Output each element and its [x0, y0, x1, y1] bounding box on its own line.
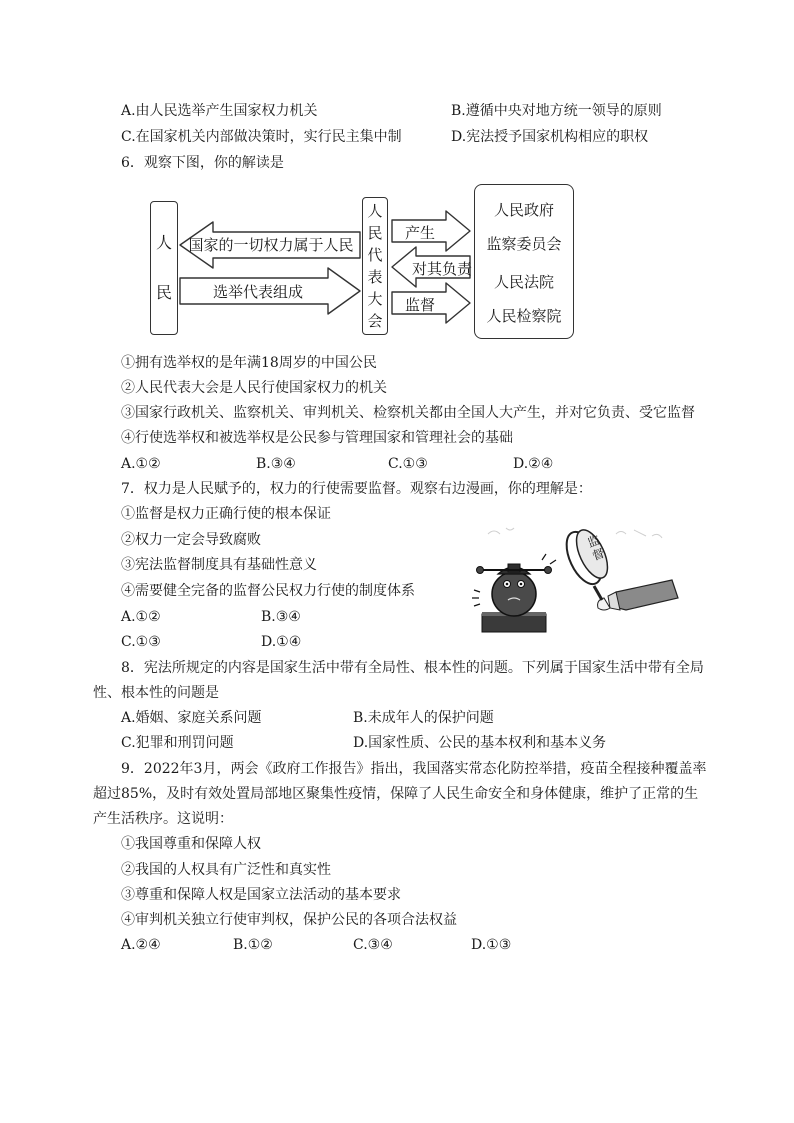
q5-option-c: C.在国家机关内部做决策时，实行民主集中制	[121, 129, 402, 145]
q7-item-3: ③宪法监督制度具有基础性意义	[121, 557, 317, 573]
q9-option-a: A.②④	[121, 937, 161, 953]
q6-item-3: ③国家行政机关、监察机关、审判机关、检察机关都由全国人大产生，并对它负责、受它监督	[121, 405, 695, 421]
q6-item-4: ④行使选举权和被选举权是公民参与管理国家和管理社会的基础	[121, 430, 513, 446]
supervision-cartoon	[466, 520, 682, 636]
q9-item-1: ①我国尊重和保障人权	[121, 836, 261, 852]
q6-item-2: ②人民代表大会是人民行使国家权力的机关	[121, 380, 387, 396]
people-char: 民	[155, 283, 172, 302]
arrow-label-responsible: 对其负责	[412, 260, 473, 278]
congress-char: 代	[367, 246, 383, 264]
q5-option-b: B.遵循中央对地方统一领导的原则	[451, 103, 662, 119]
state-organs-box	[474, 184, 574, 339]
arrow-label-elect: 选举代表组成	[212, 283, 303, 301]
q7-option-c: C.①③	[121, 634, 161, 650]
q6-item-1: ①拥有选举权的是年满18周岁的中国公民	[121, 355, 377, 371]
q8-option-a: A.婚姻、家庭关系问题	[121, 710, 262, 726]
q8-option-c: C.犯罪和刑罚问题	[121, 735, 234, 751]
organ-court: 人民法院	[493, 273, 554, 291]
q6-option-c: C.①③	[388, 456, 428, 472]
q8-option-d: D.国家性质、公民的基本权利和基本义务	[353, 735, 607, 751]
q7-item-4: ④需要健全完备的监督公民权力行使的制度体系	[121, 583, 415, 599]
q6-option-d: D.②④	[513, 456, 554, 472]
congress-char: 会	[367, 312, 383, 330]
congress-char: 人	[367, 202, 383, 220]
q9-item-2: ②我国的人权具有广泛性和真实性	[121, 862, 331, 878]
congress-char: 表	[367, 268, 383, 286]
q5-option-d: D.宪法授予国家机构相应的职权	[451, 129, 649, 145]
organ-supervisory: 监察委员会	[486, 235, 562, 253]
q7-item-1: ①监督是权力正确行使的根本保证	[121, 506, 331, 522]
q9-stem-line-3: 产生活秩序。这说明：	[93, 811, 233, 827]
q7-option-a: A.①②	[121, 609, 161, 625]
organ-procuratorate: 人民检察院	[486, 307, 562, 325]
q9-stem-line-2: 超过85%，及时有效处置局部地区聚集性疫情，保障了人民生命安全和身体健康，维护了正常的生	[93, 786, 699, 802]
congress-char: 大	[367, 290, 383, 308]
q7-option-b: B.③④	[261, 609, 301, 625]
q7-option-d: D.①④	[261, 634, 302, 650]
cartoon-supervision-label: 监督	[585, 532, 607, 564]
people-char: 人	[155, 233, 172, 252]
q8-stem-line-2: 性、根本性的问题是	[93, 685, 219, 701]
q9-item-3: ③尊重和保障人权是国家立法活动的基本要求	[121, 887, 401, 903]
q6-option-a: A.①②	[121, 456, 161, 472]
organ-government: 人民政府	[493, 201, 554, 219]
arrow-label-supervise: 监督	[404, 296, 435, 314]
q9-item-4: ④审判机关独立行使审判权，保护公民的各项合法权益	[121, 912, 457, 928]
q9-stem-line-1: 9．2022年3月，两会《政府工作报告》指出，我国落实常态化防控举措，疫苗全程接种覆盖率	[121, 761, 707, 777]
q6-option-b: B.③④	[256, 456, 296, 472]
q8-option-b: B.未成年人的保护问题	[353, 710, 494, 726]
cartoon-drawing	[466, 520, 682, 636]
q7-item-2: ②权力一定会导致腐败	[121, 532, 261, 548]
q9-option-c: C.③④	[353, 937, 393, 953]
arrow-label-power: 国家的一切权力属于人民	[188, 236, 354, 254]
arrow-label-produce: 产生	[404, 224, 435, 242]
q9-option-b: B.①②	[233, 937, 273, 953]
q5-option-a: A.由人民选举产生国家权力机关	[121, 103, 318, 119]
congress-char: 民	[367, 224, 383, 242]
q7-stem: 7．权力是人民赋予的，权力的行使需要监督。观察右边漫画，你的理解是：	[121, 481, 592, 497]
q6-stem: 6．观察下图，你的解读是	[121, 155, 284, 171]
q9-option-d: D.①③	[471, 937, 512, 953]
q8-stem-line-1: 8．宪法所规定的内容是国家生活中带有全局性、根本性的问题。下列属于国家生活中带有全局	[121, 660, 704, 676]
